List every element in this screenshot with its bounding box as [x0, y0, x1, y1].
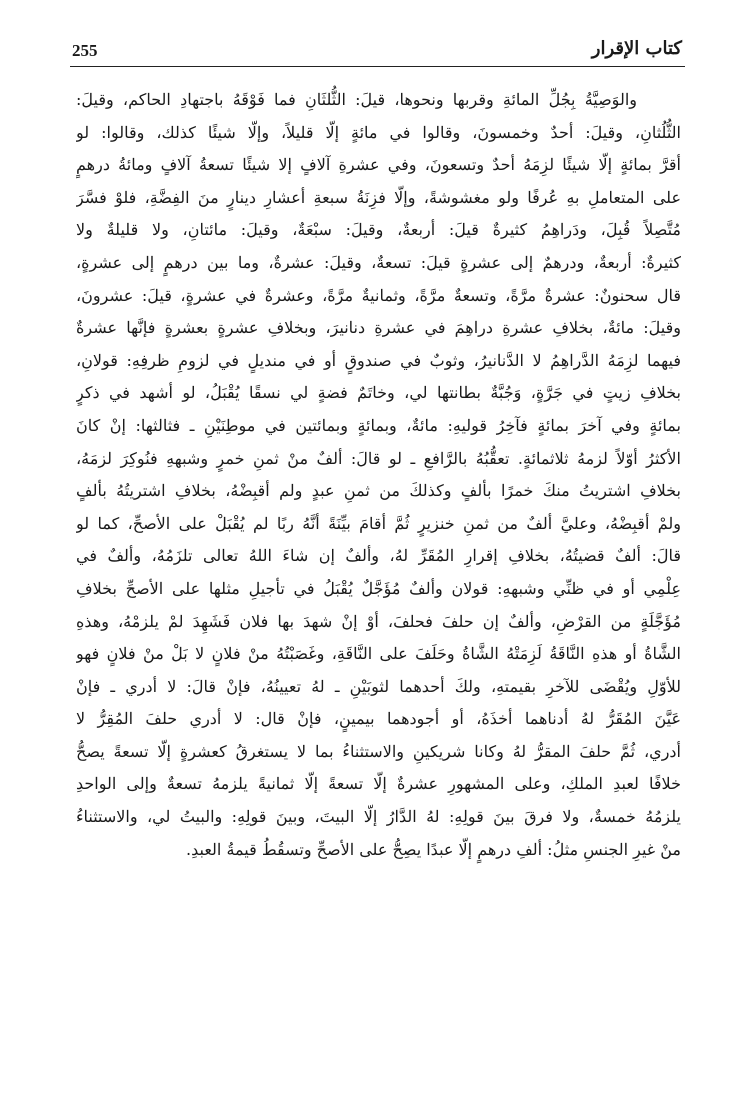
text-line: ولمْ أقبِضْهُ، وعليَّ ألفٌ من ثمنِ خنزيرٍ ثُمَّ أقامَ بيِّنَةً أنَّهُ ربًا لم يُقْبَلْ على الأصحِّ، كما لو	[76, 513, 681, 533]
text-line: قالَ: ألفٌ قضيتُهُ، بخلافِ إقرارِ المُقَرِّ لهُ، وألفٌ إن شاءَ اللهُ تعالى تلزَمُهُ، وألفٌ في	[76, 546, 681, 566]
text-line: بمائةٍ وفي آخرَ بمائةٍ فآخِرُ قوليهِ: مائةٌ، وبمائةٍ وبمائتين في موطِنَيْنِ ـ فثالثها: إنْ كانَ	[76, 415, 681, 435]
text-line: أدري، ثُمَّ حلفَ المقرُّ لهُ وكانا شريكينِ والاستثناءُ بما لا يستغرقُ كعشرةٍ إلّا تسعةً يصحُّ	[76, 741, 681, 761]
page-number: 255	[72, 41, 98, 60]
text-line: بخلافِ اشتريتُ منكَ خمرًا بألفٍ وكذلكَ من ثمنِ عبدٍ ولم أقبِضْهُ، بخلافِ اشتريتُهُ بألفٍ	[76, 481, 681, 501]
header-divider	[70, 66, 685, 67]
text-line: فيهما لزِمَهُ الدَّراهِمُ لا الدَّنانيرُ، وثوبٌ في صندوقٍ أو في منديلٍ في لزومِ ظرفِهِ: قولانِ،	[76, 350, 681, 370]
text-line: والوَصِيَّةُ بِجُلِّ المائةِ وقربها ونحوها، قيلَ: الثُّلثَانِ فما فَوْقَهُ باجتهادِ الحاكم، وقيلَ:	[76, 90, 637, 109]
text-line: أقرَّ بمائةٍ إلّا شيئًا لزِمَهُ أحدٌ وتسعونَ، وفي عشرةِ آلافٍ إلا شيئًا تسعةُ آلافٍ ومائةُ درهمٍ	[76, 155, 681, 175]
text-line: منْ غيرِ الجنسِ مثلُ: ألفِ درهمٍ إلّا عبدًا يصِحُّ على الأصحِّ وتسقُطُ قيمةُ العبدِ.	[186, 839, 681, 859]
text-line: عَيَّنَ المُقَرُّ لهُ أدناهما أخذَهُ، أو أجودهما بيمينٍ، فإنْ قال: لا أدري حلفَ المُقِرُّ لا	[76, 709, 681, 729]
text-line: بخلافِ زيتٍ في جَرَّةٍ، وَجُبَّةٌ بطانتها لي، وخاتَمٌ فضةٍ لي نسقًا يُقْبَلُ، لو أشهد في ذكرٍ	[76, 383, 681, 403]
text-line: يلزمُهُ خمسةٌ، ولا فرقَ بينَ قولِهِ: لهُ الدَّارُ إلّا البيتَ، وبينَ قولِهِ: والبيتُ لي، والاستثناءُ	[76, 807, 681, 827]
text-line: الثُّلُثانِ، وقيلَ: أحدٌ وخمسونَ، وقالوا في مائةٍ إلّا قليلاً، وإلّا شيئًا كذلك، وقالوا: لو	[76, 122, 681, 142]
text-line: عِلْمِي أو في ظنِّي وشبههِ: قولان وألفٌ مُؤَجَّلٌ يُقْبَلُ في تأجيلِ مثلها على الأصحِّ بخلافِ	[76, 578, 681, 598]
text-line: كثيرةٌ: أربعةٌ، ودرهمٌ إلى عشرةٍ قيلَ: تسعةٌ، وقيلَ: عشرةٌ، وما بين درهمٍ إلى عشرةٍ،	[76, 252, 681, 272]
body-text	[76, 84, 681, 866]
text-line: خلافًا لعبدِ الملكِ، وعلى المشهورِ عشرةٌ إلّا تسعةً إلّا ثمانيةً يلزمهُ تسعةٌ وإلى الواحدِ	[76, 774, 681, 794]
text-line: الشَّاةُ أو هذهِ النَّاقَةُ لَزِمَتْهُ الشَّاةُ وحَلَفَ على النَّاقَةِ، وغَصَبْتُهُ منْ فلانٍ لا بَلْ منْ فلانٍ فهو	[76, 644, 681, 664]
text-line: مُؤَجَّلَةٍ من القرْضِ، وألفٌ إن حلفَ فحلفَ، أوْ إنْ شهدَ بها فلان فَشَهِدَ لمْ يلزمْهُ، وهذهِ	[76, 611, 681, 631]
text-line: قال سحنونٌ: عشرةٌ مرَّةً، وتسعةٌ مرَّةً، وثمانيةٌ مرَّةً، وعشرةٌ في عشرةٍ، قيلَ: عشرونَ،	[76, 285, 681, 305]
text-line: وقيلَ: مائةٌ، بخلافِ عشرةِ دراهِمَ في عشرةِ دنانيرَ، وبخلافِ عشرةٍ بعشرةٍ فإنَّها عشرةٌ	[76, 318, 681, 338]
text-line: مُتَّصِلاً قُبِلَ، ودَراهِمُ كثيرةٌ قيلَ: أربعةٌ، وقيلَ: سبْعَةٌ، وقيلَ: مائتانِ، ولا قليلةٌ ولا	[76, 220, 681, 240]
book-title: كتاب الإقرار	[591, 38, 682, 59]
text-line: الأكثرُ أوّلاً لزمهُ ثلاثمائةٍ. تعقُّبُهُ بالرَّافعِ ـ لو قالَ: ألفٌ منْ ثمنِ خمرٍ وشبههِ فنُوكِرَ لزمَهُ،	[76, 448, 681, 468]
text-line: على المتعاملِ بهِ عُرفًا ولو مغشوشةً، وإلّا فزِنَةُ سبعةِ أعشارِ دينارٍ منَ الفِضَّةِ، فلوْ فسَّرَ	[76, 187, 681, 207]
text-line: للأوّلِ ويُقْضَى للآخرِ بقيمتهِ، ولكَ أحدهما لثوبَيْنِ ـ لهُ تعيينُهُ، فإنْ قالَ: لا أدري ـ فإنْ	[76, 676, 681, 696]
